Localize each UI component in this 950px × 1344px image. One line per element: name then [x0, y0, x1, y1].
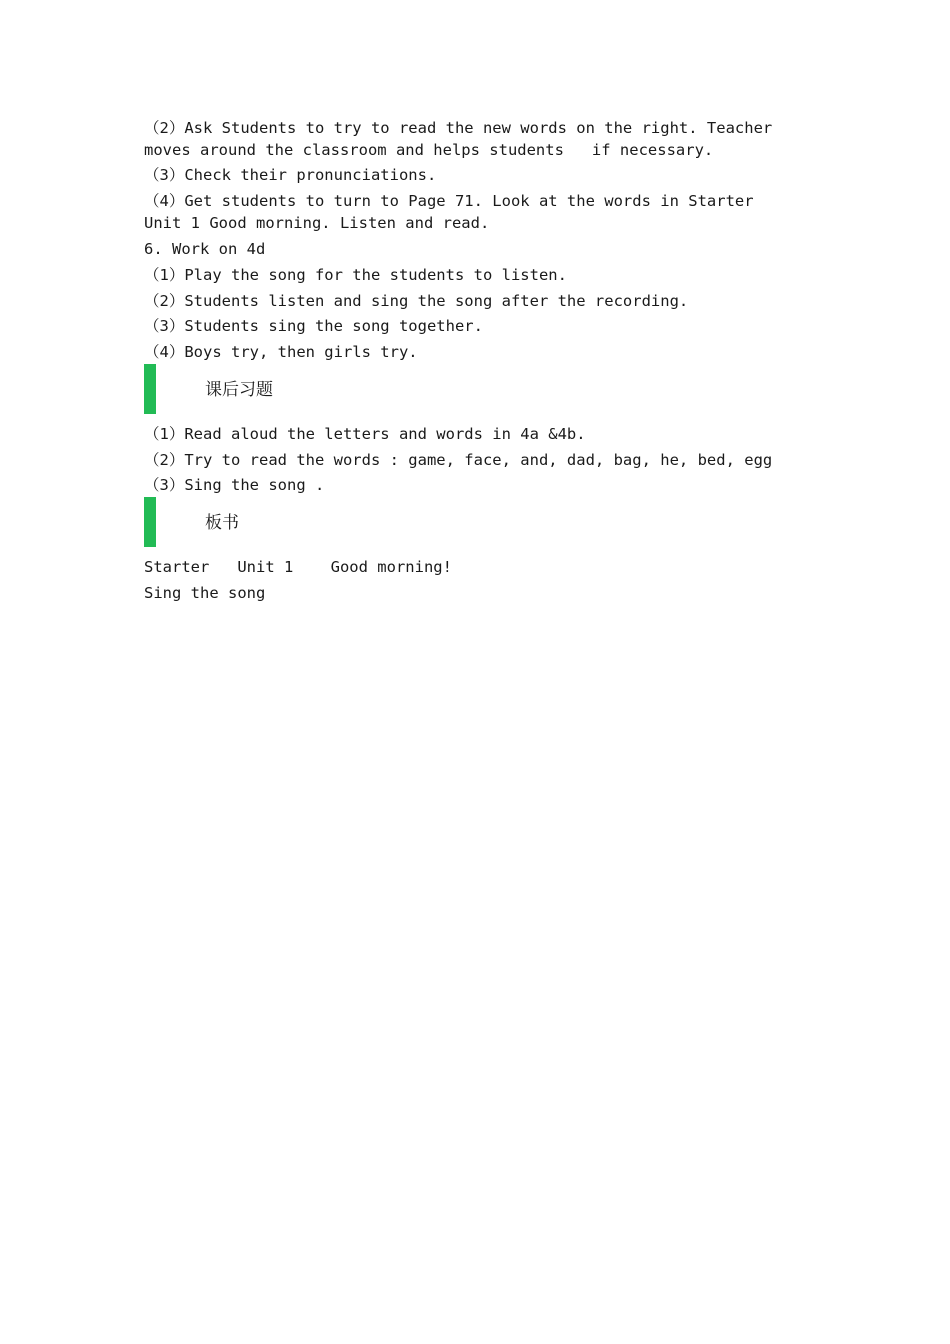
text-line: （4）Get students to turn to Page 71. Look at the words in Starter — [144, 192, 754, 210]
text-line: moves around the classroom and helps students if necessary. — [144, 141, 714, 159]
text-line: （3）Students sing the song together. — [144, 317, 483, 335]
text-line: Unit 1 Good morning. Listen and read. — [144, 214, 490, 232]
text-line: （4）Boys try, then girls try. — [144, 343, 418, 361]
step-heading: 6. Work on 4d — [144, 240, 266, 258]
section-marker-bar — [144, 364, 156, 414]
homework-item: （3）Sing the song . — [144, 476, 325, 494]
section-title: 板书 — [205, 513, 239, 533]
section-title: 课后习题 — [205, 380, 273, 400]
text-line: （2）Ask Students to try to read the new words on the right. Teacher — [144, 119, 773, 137]
text-line: （1）Play the song for the students to listen. — [144, 266, 567, 284]
section-heading-board — [144, 497, 444, 547]
section-marker-bar — [144, 497, 156, 547]
homework-item: （2）Try to read the words : game, face, and, dad, bag, he, bed, egg — [144, 451, 773, 469]
board-line: Starter Unit 1 Good morning! — [144, 558, 452, 576]
homework-item: （1）Read aloud the letters and words in 4a &4b. — [144, 425, 586, 443]
section-heading-homework — [144, 364, 444, 414]
text-line: （2）Students listen and sing the song after the recording. — [144, 292, 689, 310]
text-line: （3）Check their pronunciations. — [144, 166, 437, 184]
board-line: Sing the song — [144, 584, 266, 602]
